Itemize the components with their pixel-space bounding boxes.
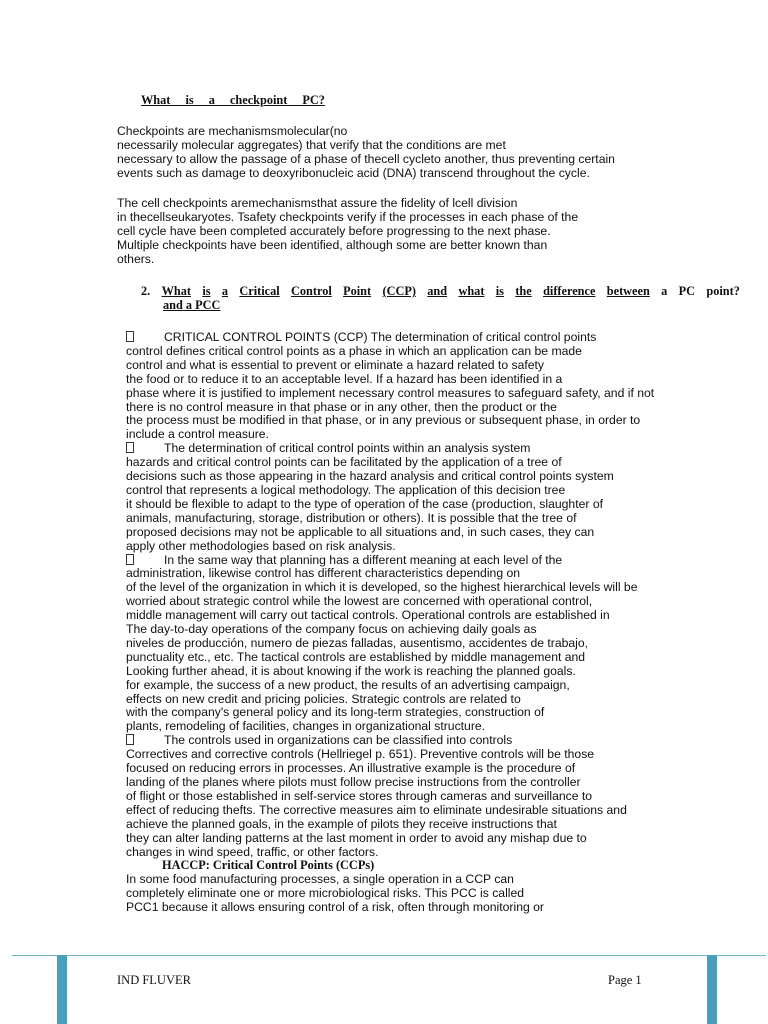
text-line: the food or to reduce it to an acceptable level. If a hazard has been identified in a [126,371,563,386]
text-line: the process must be modified in that phase, or in any previous or subsequent phase, in order to [126,413,641,428]
question-2-word: Control [291,284,332,298]
text-line: effect of reducing thefts. The corrective measures aim to eliminate undesirable situations and [126,802,627,817]
text-line: decisions such as those appearing in the hazard analysis and critical control points system [126,469,614,484]
bullet-line [126,442,654,456]
text-line: administration, likewise control has different characteristics depending on [126,566,521,581]
question-2-number: 2. [141,284,151,298]
bullet-glyph-icon [126,734,134,745]
bullet-text: CRITICAL CONTROL POINTS (CCP) The determination of critical control points [164,330,597,344]
text-line: apply other methodologies based on risk analysis. [126,538,396,553]
footer-divider [12,955,766,956]
ccp-body-text [126,331,654,915]
text-line: changes in wind speed, traffic, or other factors. [126,844,379,859]
question-2-word: and [427,284,448,298]
text-line: include a control measure. [126,427,269,442]
question-2-word: the [515,284,532,298]
text-line: In some food manufacturing processes, a single operation in a CCP can [126,872,514,887]
text-line: they can alter landing patterns at the last moment in order to avoid any mishap due to [126,830,587,845]
text-line: Looking further ahead, it is about knowing if the work is reaching the planned goals. [126,663,576,678]
text-line: Correctives and corrective controls (Hellriegel p. 651). Preventive controls will be those [126,747,595,762]
question-2-line-1 [141,284,740,298]
text-line: achieve the planned goals, in the example of pilots they receive instructions that [126,816,557,831]
text-line: phase where it is justified to implement necessary control measures to safeguard safety, and if not [126,385,655,400]
question-2-word: difference [543,284,596,298]
text-line: completely eliminate one or more microbiological risks. This PCC is called [126,886,525,901]
text-line: PCC1 because it allows ensuring control of a risk, often through monitoring or [126,900,544,915]
text-line: it should be flexible to adapt to the type of operation of the case (production, slaughter of [126,496,603,511]
text-line: for example, the success of a new product, the results of an advertising campaign, [126,677,570,692]
text-line: control that represents a logical methodology. The application of this decision tree [126,482,566,497]
text-line: with the company's general policy and its long-term strategies, construction of [126,705,545,720]
text-line: hazards and critical control points can be facilitated by the application of a tree of [126,455,562,470]
question-2-heading [141,284,740,312]
question-2-word: PC [678,284,696,298]
bullet-glyph-icon [126,554,134,565]
footer-company: IND FLUVER [117,973,191,987]
question-2-word: a [221,284,229,298]
text-line: cell cycle have been completed accurately before progressing to the next phase. [117,223,551,238]
footer-page-number: Page 1 [608,973,642,987]
text-line: in thecellseukaryotes. Tsafety checkpoints verify if the processes in each phase of the [117,209,579,224]
text-line: necessary to allow the passage of a phase of thecell cycleto another, thus preventing certain [117,151,615,166]
text-line: control and what is essential to prevent or eliminate a hazard related to safety [126,357,544,372]
question-2-word: is [202,284,211,298]
question-2-word: Point [343,284,372,298]
text-line: of the level of the organization in which it is developed, so the highest hierarchical levels will be [126,580,638,595]
section-heading-haccp: HACCP: Critical Control Points (CCPs) [162,858,375,873]
text-line: Checkpoints are mechanismsmolecular(no [117,124,348,138]
paragraph-checkpoints-definition [117,125,615,181]
text-line: events such as damage to deoxyribonucleic acid (DNA) transcend throughout the cycle. [117,165,590,180]
text-line: control defines critical control points as a phase in which an application can be made [126,343,582,358]
question-2-word: (CCP) [382,284,416,298]
text-line: worried about strategic control while the lowest are concerned with operational control, [126,594,593,609]
bullet-line [126,331,654,345]
text-line: proposed decisions may not be applicable to all situations and, in such cases, they can [126,524,595,539]
bullet-glyph-icon [126,331,134,342]
text-line: landing of the planes where pilots must follow precise instructions from the controller [126,775,581,789]
question-2-word: is [495,284,504,298]
question-2-word: What [161,284,191,298]
text-line: others. [117,251,155,266]
text-line: effects on new credit and pricing policies. Strategic controls are related to [126,691,521,706]
question-2-word: what [458,284,485,298]
text-line: Multiple checkpoints have been identified, although some are better known than [117,237,548,252]
question-2-word: point? [706,284,740,298]
text-line: focused on reducing errors in processes. An illustrative example is the procedure of [126,761,576,776]
bullet-text: The determination of critical control points within an analysis system [164,441,531,456]
text-line: middle management will carry out tactical controls. Operational controls are established in [126,608,610,623]
footer-left-bar [57,955,67,1024]
text-line: The cell checkpoints aremechanismsthat assure the fidelity of lcell division [117,196,518,210]
question-2-line-2: and a PCC [163,298,221,312]
bullet-text: In the same way that planning has a different meaning at each level of the [164,552,563,567]
text-line: punctuality etc., etc. The tactical controls are established by middle management and [126,649,586,664]
bullet-text: The controls used in organizations can be classified into controls [164,733,513,748]
bullet-glyph-icon [126,442,134,453]
question-1-heading: What is a checkpoint PC? [141,93,325,107]
text-line: niveles de producción, numero de piezas falladas, ausentismo, accidentes de trabajo, [126,635,589,650]
text-line: animals, manufacturing, storage, distribution or others). It is possible that the tree of [126,510,577,525]
bullet-line [126,554,654,568]
text-line: there is no control measure in that phase or in any other, then the product or the [126,399,557,414]
paragraph-cell-checkpoints [117,197,578,267]
question-2-word: Critical [239,284,280,298]
text-line: necessarily molecular aggregates) that verify that the conditions are met [117,137,506,152]
text-line: plants, remodeling of facilities, changes in organizational structure. [126,719,486,734]
text-line: of flight or those established in self-service stores through cameras and surveillance to [126,788,593,803]
question-2-word: between [606,284,650,298]
bullet-line [126,734,654,748]
footer-right-bar [707,955,717,1024]
text-line: The day-to-day operations of the company focus on achieving daily goals as [126,622,537,637]
question-2-word: a [661,284,668,298]
